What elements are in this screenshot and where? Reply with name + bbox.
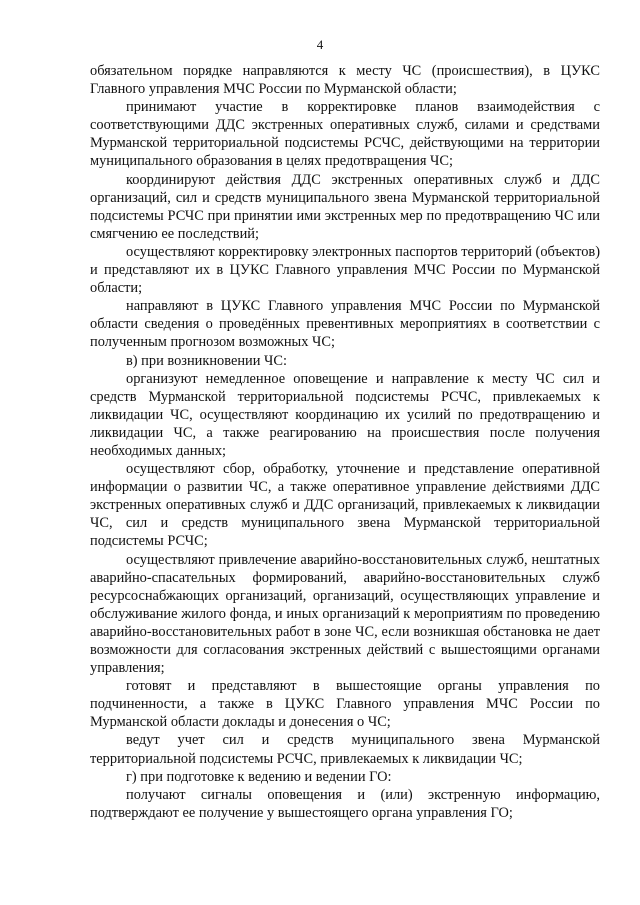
body-text bbox=[90, 62, 600, 822]
section-heading: г) при подготовке к ведению и ведении ГО: bbox=[126, 768, 392, 785]
paragraph: ведут учет сил и средств муниципального звена Мурманской территориальной подсистемы РСЧС, привлекаемых к ликвидации ЧС; bbox=[90, 732, 600, 767]
paragraph: обязательном порядке направляются к месту ЧС (происшествия), в ЦУКС Главного управления МЧС России по Мурманской области; bbox=[90, 63, 600, 98]
paragraph: осуществляют привлечение аварийно-восстановительных служб, нештатных аварийно-спасательных формирований, аварийно-восстановительных служб ресурсоснабжающих организаций, организаций, осуществляющих управление и обслуживание жилого фонда, и иных организаций к мероприятиям по проведению аварийно-восстановительных работ в зоне ЧС, если возникшая обстановка не дает возможности для согласования экстренных действий с вышестоящими органами управления; bbox=[90, 551, 600, 677]
section-heading: в) при возникновении ЧС: bbox=[126, 352, 287, 369]
paragraph: координируют действия ДДС экстренных оперативных служб и ДДС организаций, сил и средств муниципального звена Мурманской территориальной подсистемы РСЧС при принятии ими экстренных мер по предотвращению ЧС или смягчению ее последствий; bbox=[90, 171, 600, 242]
paragraph: готовят и представляют в вышестоящие органы управления по подчиненности, а также в ЦУКС Главного управления МЧС России по Мурманской области доклады и донесения о ЧС; bbox=[90, 678, 600, 731]
paragraph: осуществляют сбор, обработку, уточнение и представление оперативной информации о развитии ЧС, а также оперативное управление действиями ДДС экстренных оперативных служб и ДДС организаций, привлекаемых к ликвидации ЧС, сил и средств муниципального звена Мурманской территориальной подсистемы РСЧС; bbox=[90, 461, 600, 550]
paragraph: организуют немедленное оповещение и направление к месту ЧС сил и средств Мурманской территориальной подсистемы РСЧС, привлекаемых к ликвидации ЧС, осуществляют координацию их усилий по предотвращению и ликвидации ЧС, а также реагированию на происшествия после получения необходимых данных; bbox=[90, 370, 600, 459]
page-number: 4 bbox=[316, 37, 324, 52]
paragraph: направляют в ЦУКС Главного управления МЧС России по Мурманской области сведения о проведённых превентивных мероприятиях в соответствии с полученным прогнозом возможных ЧС; bbox=[90, 298, 600, 351]
paragraph: осуществляют корректировку электронных паспортов территорий (объектов) и представляют их в ЦУКС Главного управления МЧС России по Мурманской области; bbox=[90, 243, 600, 297]
paragraph: получают сигналы оповещения и (или) экстренную информацию, подтверждают ее получение у вышестоящего органа управления ГО; bbox=[90, 786, 600, 821]
paragraph: принимают участие в корректировке планов взаимодействия с соответствующими ДДС экстренных оперативных служб, силами и средствами Мурманской территориальной подсистемы РСЧС, действующими на территории муниципального образования в целях предотвращения ЧС; bbox=[90, 99, 600, 170]
